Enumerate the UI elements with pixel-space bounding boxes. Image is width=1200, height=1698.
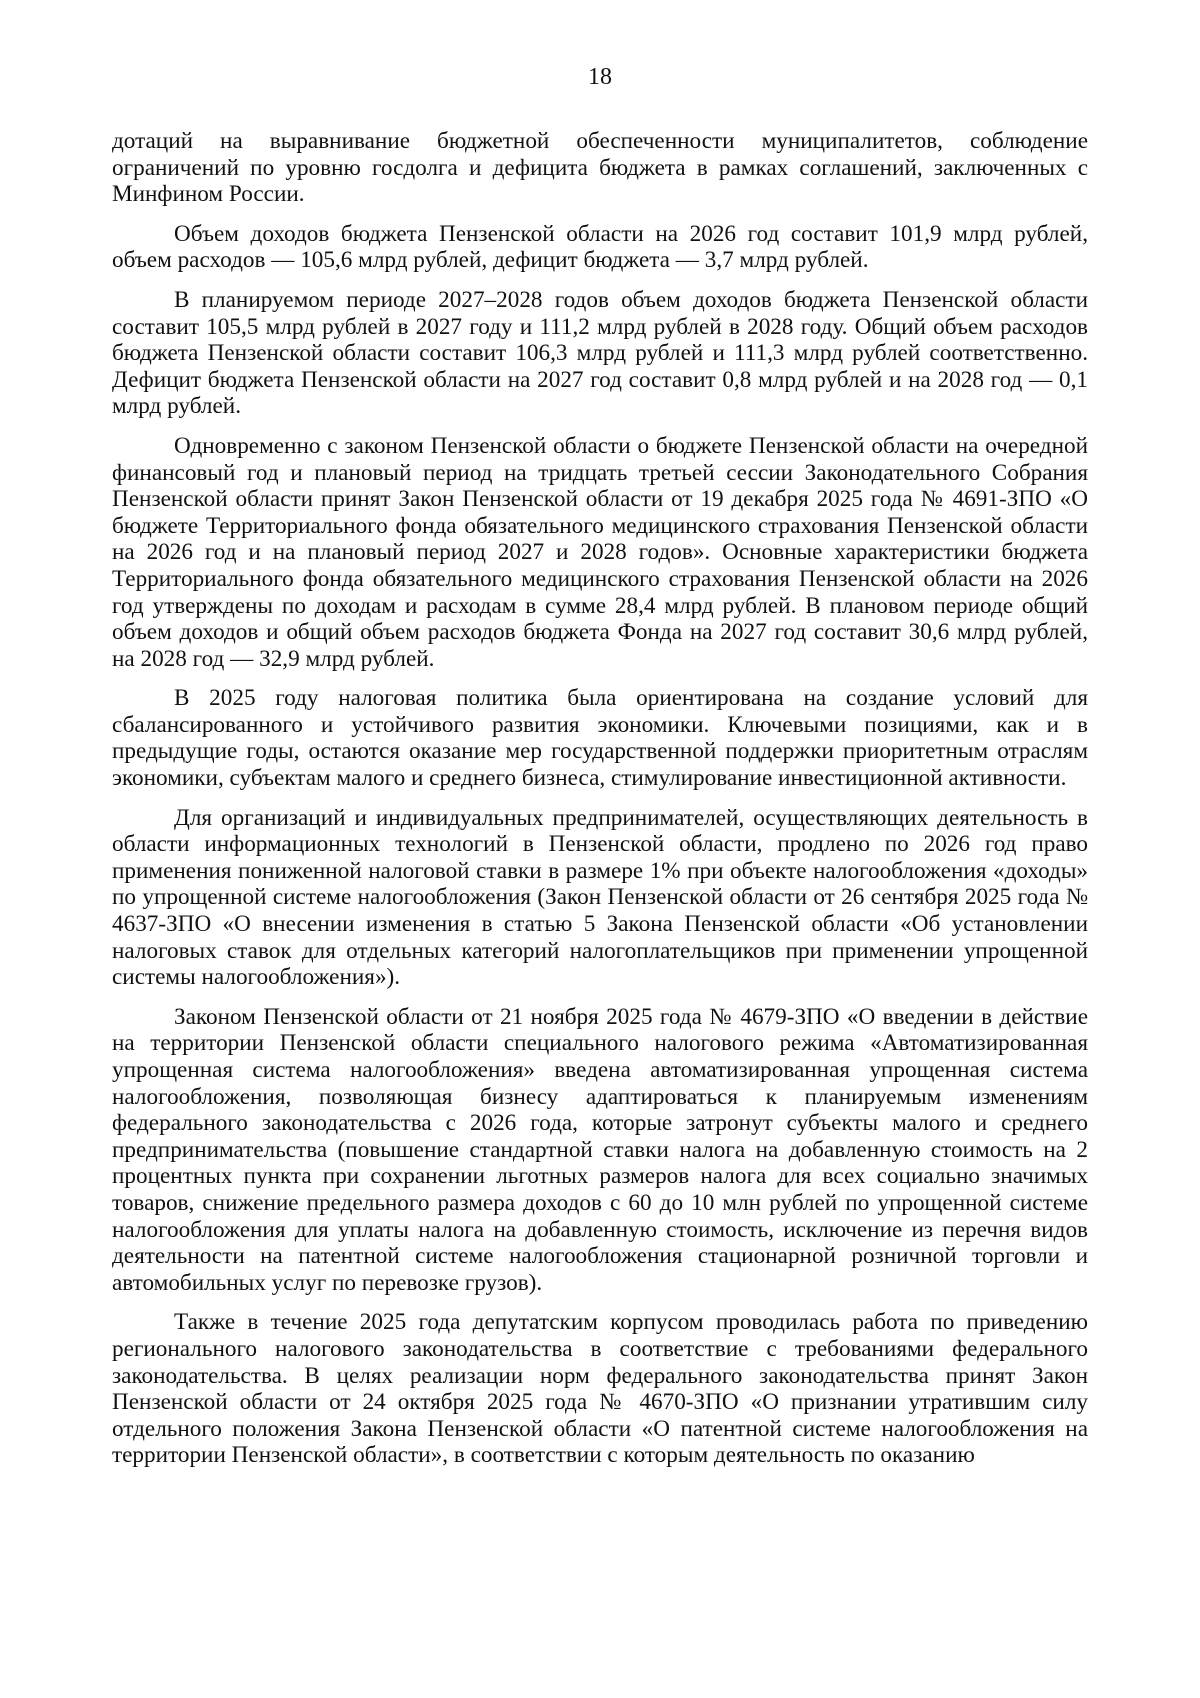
paragraph-budget-2026: Объем доходов бюджета Пензенской области на 2026 год составит 101,9 млрд рублей, объем расходов — 105,6 млрд рублей, дефицит бюджета — 3,7 млрд рублей. [112, 220, 1088, 274]
paragraph-tfoms-budget: Одновременно с законом Пензенской области о бюджете Пензенской области на очередной финансовый год и плановый период на тридцать третьей сессии Законодательного Собрания Пензенской области принят Закон Пензенской области от 19 декабря 2025 года № 4691-ЗПО «О бюджете Территориального фонда обязательного медицинского страхования Пензенской области на 2026 год и на плановый период 2027 и 2028 годов». Основные характеристики бюджета Территориального фонда обязательного медицинского страхования Пензенской области на 2026 год утверждены по доходам и расходам в сумме 28,4 млрд рублей. В плановом периоде общий объем доходов и общий объем расходов бюджета Фонда на 2027 год составит 30,6 млрд рублей, на 2028 год — 32,9 млрд рублей. [112, 432, 1088, 672]
paragraph-legislation-alignment: Также в течение 2025 года депутатским корпусом проводилась работа по приведению регионального налогового законодательства в соответствие с требованиями федерального законодательства. В целях реализации норм федерального законодательства принят Закон Пензенской области от 24 октября 2025 года № 4670-ЗПО «О признании утратившим силу отдельного положения Закона Пензенской области «О патентной системе налогообложения на территории Пензенской области», в соответствии с которым деятельность по оказанию [112, 1309, 1088, 1469]
paragraph-ausn: Законом Пензенской области от 21 ноября 2025 года № 4679-ЗПО «О введении в действие на территории Пензенской области специального налогового режима «Автоматизированная упрощенная система налогообложения» введена автоматизированная упрощенная система налогообложения, позволяющая бизнесу адаптироваться к планируемым изменениям федерального законодательства с 2026 года, которые затронут субъекты малого и среднего предпринимательства (повышение стандартной ставки налога на добавленную стоимость на 2 процентных пункта при сохранении льготных размеров налога для всех социально значимых товаров, снижение предельного размера доходов с 60 до 10 млн рублей по упрощенной системе налогообложения для уплаты налога на добавленную стоимость, исключение из перечня видов деятельности на патентной системе налогообложения стационарной розничной торговли и автомобильных услуг по перевозке грузов). [112, 1003, 1088, 1296]
paragraph-it-tax-rate: Для организаций и индивидуальных предпринимателей, осуществляющих деятельность в области информационных технологий в Пензенской области, продлено по 2026 год право применения пониженной налоговой ставки в размере 1% при объекте налогообложения «доходы» по упрощенной системе налогообложения (Закон Пензенской области от 26 сентября 2025 года № 4637-ЗПО «О внесении изменения в статью 5 Закона Пензенской области «Об установлении налоговых ставок для отдельных категорий налогоплательщиков при применении упрощенной системы налогообложения»). [112, 804, 1088, 991]
paragraph-tax-policy: В 2025 году налоговая политика была ориентирована на создание условий для сбалансированного и устойчивого развития экономики. Ключевыми позициями, как и в предыдущие годы, остаются оказание мер государственной поддержки приоритетным отраслям экономики, субъектам малого и среднего бизнеса, стимулирование инвестиционной активности. [112, 685, 1088, 792]
page-number: 18 [588, 64, 612, 90]
paragraph-continuation: дотаций на выравнивание бюджетной обеспеченности муниципалитетов, соблюдение ограничений по уровню госдолга и дефицита бюджета в рамках соглашений, заключенных с Минфином России. [112, 128, 1088, 208]
paragraph-planning-period: В планируемом периоде 2027–2028 годов объем доходов бюджета Пензенской области составит 105,5 млрд рублей в 2027 году и 111,2 млрд рублей в 2028 году. Общий объем расходов бюджета Пензенской области составит 106,3 млрд рублей и 111,3 млрд рублей соответственно. Дефицит бюджета Пензенской области на 2027 год составит 0,8 млрд рублей и на 2028 год — 0,1 млрд рублей. [112, 286, 1088, 420]
document-body [112, 128, 1088, 1482]
